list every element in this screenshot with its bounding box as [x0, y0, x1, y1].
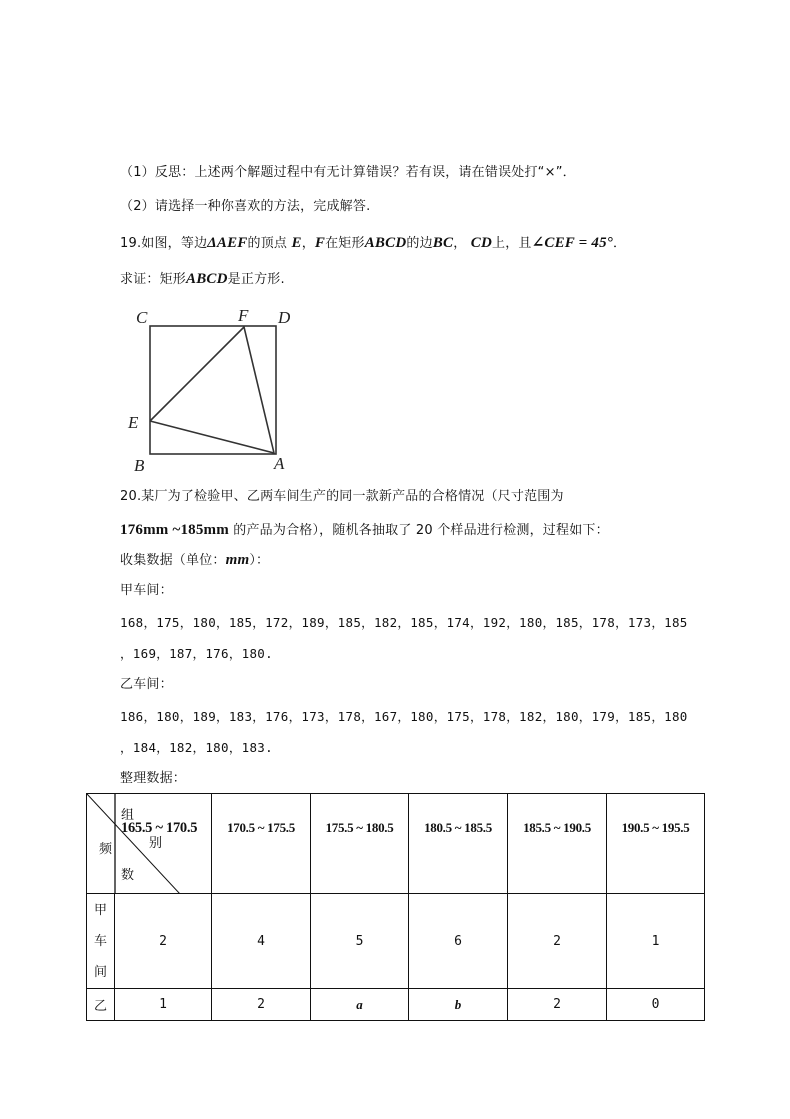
workshop-a-data-line1: 168，175，180，185，172，189，185，182，185，174，192，180，185，178，173，185 [120, 615, 688, 630]
workshop-a-label: 甲车间： [120, 583, 173, 598]
label-c: C [136, 308, 148, 327]
cell-a-3: 5 [311, 894, 409, 989]
reflection-q1: （1）反思：上述两个解题过程中有无计算错误？若有误，请在错误处打“×”． [120, 165, 576, 180]
table-header-row [87, 794, 705, 894]
angle-cef: ∠CEF = 45° [531, 235, 613, 251]
statement-text: 的边 [406, 236, 433, 251]
header-range-3: 175.5 ~ 180.5 [311, 794, 409, 894]
side-bc: BC [432, 235, 454, 251]
header-range-5: 185.5 ~ 190.5 [508, 794, 607, 894]
problem20-line2 [120, 521, 609, 540]
row-label-workshop-a [87, 894, 115, 989]
corner-label-group: 组 [121, 808, 135, 823]
triangle-symbol: ΔAEF [207, 235, 248, 251]
qualified-range: 176mm ~185mm [120, 522, 229, 538]
header-range-6: 190.5 ~ 195.5 [607, 794, 705, 894]
cell-a-4: 6 [409, 894, 508, 989]
problem20-line1: 20.某厂为了检验甲、乙两车间生产的同一款新产品的合格情况（尺寸范围为 [120, 489, 564, 504]
row-label-char: 车 [93, 933, 107, 949]
frequency-table [86, 793, 705, 1021]
workshop-b-label: 乙车间： [120, 677, 173, 692]
workshop-a-data-line2: ，169，187，176，180. [120, 646, 273, 661]
cell-b-6: 0 [607, 989, 705, 1021]
square-triangle-diagram [126, 306, 296, 476]
corner-header-cell [87, 794, 212, 894]
label-f: F [238, 306, 249, 325]
row-label-char: 甲 [93, 902, 107, 918]
cell-b-3-variable-a: a [311, 989, 409, 1021]
corner-label-bie: 别 [149, 836, 163, 851]
problem19-statement [120, 234, 626, 253]
table-row-workshop-a [87, 894, 705, 989]
cell-b-2: 2 [212, 989, 311, 1021]
rect-abcd: ABCD [186, 271, 228, 287]
collect-suffix: ）： [249, 553, 270, 568]
row-label-workshop-b: 乙 [87, 989, 115, 1021]
prove-suffix: 是正方形. [227, 272, 285, 287]
workshop-b-data-line2: ，184，182，180，183. [120, 740, 273, 755]
geometry-figure [126, 306, 296, 476]
problem19-prefix: 19.如图，等边 [120, 236, 208, 251]
reflection-q2: （2）请选择一种你喜欢的方法，完成解答. [120, 199, 371, 214]
cell-b-5: 2 [508, 989, 607, 1021]
statement-text: 在矩形 [325, 236, 365, 251]
cell-a-2: 4 [212, 894, 311, 989]
corner-label-shu: 数 [121, 868, 135, 883]
prove-prefix: 求证：矩形 [120, 272, 187, 287]
header-range-2: 170.5 ~ 175.5 [212, 794, 311, 894]
corner-label-freq: 频 [99, 842, 113, 857]
cell-b-4-variable-b: b [409, 989, 508, 1021]
label-d: D [278, 308, 291, 327]
label-b: B [134, 456, 145, 475]
point-f: F [314, 235, 326, 251]
workshop-b-data-line1: 186，180，189，183，176，173，178，167，180，175，178，182，180，179，185，180 [120, 709, 688, 724]
label-a: A [274, 454, 285, 473]
label-e: E [128, 413, 139, 432]
rect-abcd: ABCD [364, 235, 407, 251]
cell-a-1: 2 [115, 894, 212, 989]
point-e: E [291, 235, 302, 251]
statement-text: 上，且 [492, 236, 532, 251]
side-cd: CD [470, 235, 492, 251]
statement-text: 的顶点 [247, 236, 288, 251]
comma: ， [301, 236, 315, 251]
line2-text: 的产品为合格），随机各抽取了 20 个样品进行检测，过程如下： [233, 523, 609, 538]
header-range-1: 165.5 ~ 170.5 [121, 820, 198, 836]
collect-data-label [120, 551, 269, 570]
comma: ， [453, 236, 467, 251]
unit-mm: mm [225, 552, 250, 568]
cell-b-1: 1 [115, 989, 212, 1021]
cell-a-6: 1 [607, 894, 705, 989]
period: ． [612, 236, 627, 251]
cell-a-5: 2 [508, 894, 607, 989]
table-row-workshop-b [87, 989, 705, 1021]
problem19-prove [120, 270, 285, 289]
collect-prefix: 收集数据（单位： [120, 553, 226, 568]
header-range-4: 180.5 ~ 185.5 [409, 794, 508, 894]
organize-data-label: 整理数据： [120, 771, 187, 786]
row-label-char: 间 [93, 964, 107, 980]
